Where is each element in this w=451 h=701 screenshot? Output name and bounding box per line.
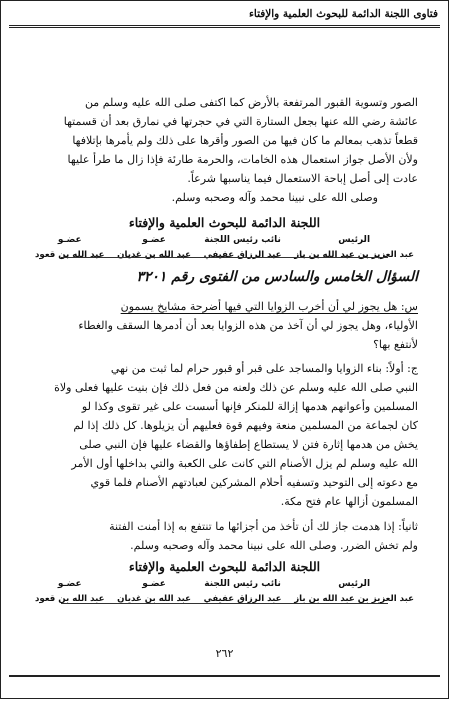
signatory-role: عضـو bbox=[57, 579, 82, 589]
signatory-name: عبد الله بن قعود bbox=[35, 250, 105, 260]
signature-row bbox=[35, 579, 414, 604]
signatory-name: عبد الله بن غديان bbox=[117, 594, 191, 604]
header-rule bbox=[9, 25, 440, 28]
signatory-role: عضـو bbox=[57, 235, 82, 245]
running-header-title: فتاوى اللجنة الدائمة للبحوث العلمية والإفتاء bbox=[248, 8, 438, 20]
signatory-role: الرئيس bbox=[338, 579, 371, 589]
answer-line: يخش من هدمها إثارة فتن لا يستطاع إطفاؤها والقضاء عليها فإن النبي صلى bbox=[79, 438, 418, 451]
answer-line: المسلمين وأعوانهم هدمها إزالة للمنكر فإنها أسست على غير تقوى وكذا لو bbox=[81, 400, 418, 413]
question-line: لأنتفع بها؟ bbox=[373, 338, 418, 351]
signatory bbox=[35, 579, 104, 604]
page-number: ٢٦٢ bbox=[215, 647, 234, 660]
signatory-role: عضـو bbox=[142, 235, 166, 245]
section-divider bbox=[61, 257, 388, 258]
signatory-role: عضـو bbox=[142, 579, 166, 589]
answer-line: كان لجماعة من المسلمين منعة وفيهم قوة فعليهم أن يزيلوها. كل ذلك إذا لم bbox=[73, 419, 418, 432]
question-line: س: هل يجوز لي أن أخرب الزوايا التي فيها أضرحة مشايخ يسمون bbox=[120, 300, 418, 313]
question-heading: السؤال الخامس والسادس من الفتوى رقم ٣٢٠١ bbox=[136, 269, 418, 285]
answer-line: مع دعوته إلى التوحيد وتسفيه أحلام المشركين لعبادتهم الأصنام فلما قوي bbox=[90, 476, 418, 489]
section-divider bbox=[61, 603, 388, 604]
text-line: قطعاً تذهب بمعالم ما كان فيها من الصور وأقرها على ذلك ولم يأمرها بإتلافها bbox=[72, 134, 418, 147]
signatory-name: عبد الرزاق عفيفي bbox=[203, 250, 282, 260]
answer-paragraph bbox=[31, 359, 418, 511]
answer-line: ج: أولاً: بناء الزوايا والمساجد على قبر أو قبور حرام لما ثبت من نهي bbox=[110, 362, 418, 375]
committee-title: اللجنة الدائمة للبحوث العلمية والإفتاء bbox=[128, 215, 321, 230]
signatory-name: عبد الله بن غديان bbox=[117, 250, 191, 260]
signatory bbox=[294, 579, 414, 604]
closing-line: وصلى الله على نبينا محمد وآله وصحبه وسلم. bbox=[171, 191, 378, 204]
signatory-role: الرئيس bbox=[338, 235, 371, 245]
footer-rule bbox=[9, 675, 440, 677]
text-line: عادت إلى أصل إباحة الاستعمال فيما يناسبها شرعاً. bbox=[187, 172, 418, 185]
text-line: ولأن الأصل جواز استعمال هذه الخامات، والحرمة طارئة فإذا زال ما طرأ عليها bbox=[67, 153, 418, 166]
text-line: الصور وتسوية القبور المرتفعة بالأرض كما اكتفى صلى الله عليه وسلم من bbox=[84, 96, 418, 109]
signatory bbox=[117, 579, 191, 604]
answer-line: النبي صلى الله عليه وسلم عن ذلك ولعنه من فعل ذلك فإن بنيت عليها فعلى ولاة bbox=[54, 381, 418, 394]
section1-paragraph bbox=[31, 93, 418, 207]
question-line: الأولياء، وهل يجوز لي أن آخذ من هذه الزوايا بعد أن أدمرها السقف والغطاء bbox=[78, 319, 418, 332]
signatory-role: نائب رئيس اللجنة bbox=[204, 579, 281, 589]
answer-line: ثانياً: إذا هدمت جاز لك أن تأخذ من أجزائها ما تنتفع به إذا أمنت الفتنة bbox=[109, 520, 418, 533]
signatory-name: عبد العزيز بن عبد الله بن باز bbox=[294, 250, 414, 260]
question-paragraph bbox=[31, 297, 418, 354]
committee-title: اللجنة الدائمة للبحوث العلمية والإفتاء bbox=[128, 559, 321, 574]
text-line: عائشة رضي الله عنها بجعل الستارة التي في حجرتها في نمارق بعد أن قسمتها bbox=[63, 115, 418, 128]
answer-line: ولم تخش الضرر. وصلى الله على نبينا محمد وآله وصحبه وسلم. bbox=[130, 539, 418, 552]
answer-line: المسلمون أزالها عام فتح مكة. bbox=[280, 495, 418, 508]
signatory bbox=[204, 579, 282, 604]
signatory-name: عبد الله بن قعود bbox=[35, 594, 105, 604]
second-point-paragraph bbox=[31, 517, 418, 555]
signatory-role: نائب رئيس اللجنة bbox=[204, 235, 281, 245]
signatory-name: عبد العزيز بن عبد الله بن باز bbox=[294, 594, 414, 604]
signatory-name: عبد الرزاق عفيفي bbox=[203, 594, 282, 604]
answer-line: الله عليه وسلم لم يزل الأصنام التي كانت على الكعبة والتي بداخلها أول الأمر bbox=[71, 457, 418, 470]
